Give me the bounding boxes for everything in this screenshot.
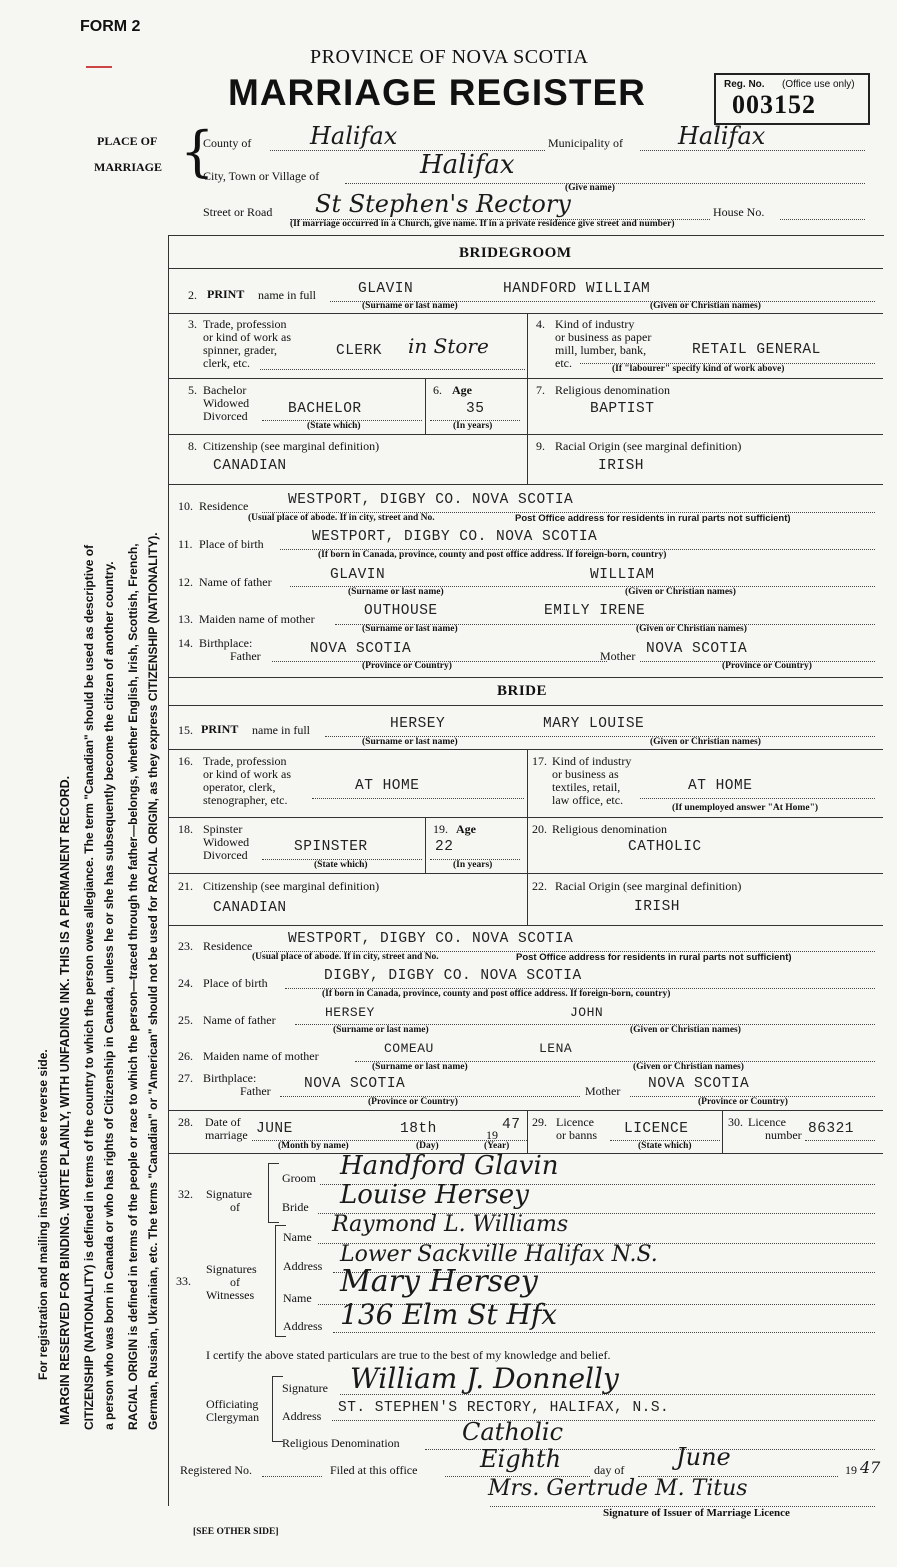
reg-no-note: (Office use only) xyxy=(782,79,855,90)
licence-number: 86321 xyxy=(808,1121,855,1137)
f14-l2: Father xyxy=(230,649,261,663)
f23-num: 23. xyxy=(178,939,193,953)
groom-birthplace: WESTPORT, DIGBY CO. NOVA SCOTIA xyxy=(312,529,598,545)
bride-given-caption: (Given or Christian names) xyxy=(650,737,761,747)
f2-print: PRINT xyxy=(207,287,245,301)
f10-num: 10. xyxy=(178,499,193,513)
f28-num: 28. xyxy=(178,1115,193,1129)
f15-num: 15. xyxy=(178,723,193,737)
f11-label: Place of birth xyxy=(199,537,264,551)
f6-num: 6. xyxy=(433,383,442,397)
province-heading: PROVINCE OF NOVA SCOTIA xyxy=(310,46,589,68)
witness-2-name: Mary Hersey xyxy=(340,1264,538,1299)
form-number: FORM 2 xyxy=(80,18,141,35)
w2-addr-label: Address xyxy=(283,1319,323,1333)
f5-l2: Widowed xyxy=(203,396,250,410)
municipality-value: Halifax xyxy=(678,122,766,150)
w2-name-label: Name xyxy=(283,1291,312,1305)
margin-line-6: German, Russian, Ukrainian, etc. The terms "Canadian" or "American" should not be used for RACIAL ORIGIN, as they express CITIZENSHIP (NATIONALITY). xyxy=(146,532,160,1430)
groom-father-bp: NOVA SCOTIA xyxy=(310,641,412,657)
clergy-addr-label: Address xyxy=(282,1409,322,1423)
bride-residence: WESTPORT, DIGBY CO. NOVA SCOTIA xyxy=(288,931,574,947)
bride-industry: AT HOME xyxy=(688,778,753,794)
f27-l2: Father xyxy=(240,1084,271,1098)
bride-bp-caption: (Province or Country) xyxy=(368,1097,458,1107)
marriage-year: 47 xyxy=(502,1117,521,1133)
w1-addr-label: Address xyxy=(283,1259,323,1273)
f16-l4: stenographer, etc. xyxy=(203,793,288,807)
city-value: Halifax xyxy=(420,150,515,180)
f11-num: 11. xyxy=(178,537,193,551)
groom-father-given: WILLIAM xyxy=(590,567,655,583)
f28-l2: marriage xyxy=(205,1128,248,1142)
groom-given: HANDFORD WILLIAM xyxy=(503,281,651,297)
f18-l2: Widowed xyxy=(203,835,250,849)
marriage-month: JUNE xyxy=(256,1121,293,1137)
groom-industry: RETAIL GENERAL xyxy=(692,342,821,358)
margin-line-4: a person who was born in Canada or who has rights of Citizenship in Canada, unless he or she has subsequently become the citizen of another country. xyxy=(102,561,116,1430)
f21-label: Citizenship (see marginal definition) xyxy=(203,879,380,893)
certify-statement: I certify the above stated particulars are true to the best of my knowledge and belief. xyxy=(206,1348,611,1362)
f17-l1: Kind of industry xyxy=(552,754,632,768)
f2-label: name in full xyxy=(258,288,316,302)
groom-age-caption: (In years) xyxy=(453,421,493,431)
officiating-l2: Clergyman xyxy=(206,1410,260,1424)
f29-l1: Licence xyxy=(556,1115,594,1129)
clergy-address: ST. STEPHEN'S RECTORY, HALIFAX, N.S. xyxy=(338,1400,670,1416)
year-caption: (Year) xyxy=(484,1141,510,1151)
groom-religion: BAPTIST xyxy=(590,401,655,417)
f26-label: Maiden name of mother xyxy=(203,1049,319,1063)
f5-num: 5. xyxy=(188,383,197,397)
f15-print: PRINT xyxy=(201,722,239,736)
groom-res-caption-a: (Usual place of abode. If in city, street and No. xyxy=(248,513,435,523)
f19-label: Age xyxy=(456,822,476,836)
street-label: Street or Road xyxy=(203,205,273,219)
officiating-l1: Officiating xyxy=(206,1397,259,1411)
f33-l3: Witnesses xyxy=(206,1288,255,1302)
f20-label: Religious denomination xyxy=(552,822,667,836)
f22-label: Racial Origin (see marginal definition) xyxy=(555,879,742,893)
day-of-label: day of xyxy=(594,1463,625,1477)
groom-citizenship: CANADIAN xyxy=(213,458,287,474)
groom-birth-caption: (If born in Canada, province, county and post office address. If foreign-born, country) xyxy=(318,550,667,560)
f18-l3: Divorced xyxy=(203,848,248,862)
f4-num: 4. xyxy=(536,317,545,331)
groom-father-s-caption: (Surname or last name) xyxy=(348,587,444,597)
f6-label: Age xyxy=(452,383,472,397)
bride-signature: Louise Hersey xyxy=(340,1180,529,1210)
month-caption: (Month by name) xyxy=(278,1141,349,1151)
licence-or-banns: LICENCE xyxy=(624,1121,689,1137)
bride-father-s-caption: (Surname or last name) xyxy=(333,1025,429,1035)
f17-l4: law office, etc. xyxy=(552,793,624,807)
day-caption: (Day) xyxy=(416,1141,439,1151)
f3-num: 3. xyxy=(188,317,197,331)
bride-sig-label: Bride xyxy=(282,1200,309,1214)
f5-l1: Bachelor xyxy=(203,383,247,397)
f21-num: 21. xyxy=(178,879,193,893)
f28-l1: Date of xyxy=(205,1115,241,1129)
f4-l3: mill, lumber, bank, xyxy=(555,343,647,357)
f10-label: Residence xyxy=(199,499,249,513)
f7-num: 7. xyxy=(536,383,545,397)
bride-father-g-caption: (Given or Christian names) xyxy=(630,1025,741,1035)
bride-res-caption-b: Post Office address for residents in rural parts not sufficient) xyxy=(516,952,792,963)
f18-l1: Spinster xyxy=(203,822,243,836)
groom-father-surname: GLAVIN xyxy=(330,567,386,583)
marriage-year-prefix: 19 xyxy=(486,1128,498,1142)
bride-religion: CATHOLIC xyxy=(628,839,702,855)
f27-num: 27. xyxy=(178,1071,193,1085)
f14-num: 14. xyxy=(178,636,193,650)
f3-l3: spinner, grader, xyxy=(203,343,278,357)
bride-bp-caption-2: (Province or Country) xyxy=(698,1097,788,1107)
groom-mother-s-caption: (Surname or last name) xyxy=(362,624,458,634)
f30-l2: number xyxy=(765,1128,802,1142)
f16-l3: operator, clerk, xyxy=(203,780,276,794)
filed-month: June xyxy=(676,1443,731,1471)
reg-no-box xyxy=(714,73,870,125)
f12-num: 12. xyxy=(178,575,193,589)
bride-mother-given: LENA xyxy=(539,1041,573,1056)
groom-industry-note: (If "labourer" specify kind of work above) xyxy=(612,364,785,374)
filed-day: Eighth xyxy=(480,1445,562,1473)
give-name-caption: (Give name) xyxy=(565,183,615,193)
f22-num: 22. xyxy=(532,879,547,893)
clergy-signature: William J. Donnelly xyxy=(350,1362,619,1395)
bride-origin: IRISH xyxy=(634,899,681,915)
bride-res-caption-a: (Usual place of abode. If in city, street and No. xyxy=(252,952,439,962)
bride-father-bp: NOVA SCOTIA xyxy=(304,1076,406,1092)
groom-mother-bp: NOVA SCOTIA xyxy=(646,641,748,657)
licence-caption: (State which) xyxy=(638,1141,692,1151)
groom-trade-hand: in Store xyxy=(408,334,489,358)
registered-label: Registered No. xyxy=(180,1463,252,1477)
witness-1-address: Lower Sackville Halifax N.S. xyxy=(340,1242,658,1267)
groom-mother-given: EMILY IRENE xyxy=(544,603,646,619)
f18-num: 18. xyxy=(178,822,193,836)
f15-label: name in full xyxy=(252,723,310,737)
witness-2-address: 136 Elm St Hfx xyxy=(340,1298,558,1331)
margin-line-5: RACIAL ORIGIN is defined in terms of the people or race to which the person—traced through the father—belongs, whether English, Irish, Scottish, French, xyxy=(126,543,140,1430)
f12-label: Name of father xyxy=(199,575,272,589)
f29-num: 29. xyxy=(532,1115,547,1129)
bride-mother-surname: COMEAU xyxy=(384,1041,434,1056)
f33-num: 33. xyxy=(176,1274,191,1288)
bride-status: SPINSTER xyxy=(294,839,368,855)
f7-label: Religious denomination xyxy=(555,383,670,397)
f3-l2: or kind of work as xyxy=(203,330,291,344)
groom-signature: Handford Glavin xyxy=(340,1151,559,1181)
f24-label: Place of birth xyxy=(203,976,268,990)
city-label: City, Town or Village of xyxy=(203,169,320,183)
place-heading-2: MARRIAGE xyxy=(94,160,162,174)
f9-label: Racial Origin (see marginal definition) xyxy=(555,439,742,453)
groom-bp-caption: (Province or Country) xyxy=(362,661,452,671)
witness-1-name: Raymond L. Williams xyxy=(332,1212,569,1237)
f26-num: 26. xyxy=(178,1049,193,1063)
groom-sig-label: Groom xyxy=(282,1171,316,1185)
bride-citizenship: CANADIAN xyxy=(213,900,287,916)
groom-res-caption-b: Post Office address for residents in rural parts not sufficient) xyxy=(515,513,791,524)
margin-line-3: CITIZENSHIP (NATIONALITY) is defined in terms of the country to which the person owes allegiance. The term "Canadian" should be used as descriptive of xyxy=(82,544,96,1430)
f4-l2: or business as paper xyxy=(555,330,652,344)
church-note: (If marriage occurred in a Church, give name. If in a private residence give street and number) xyxy=(290,219,675,229)
bride-given: MARY LOUISE xyxy=(543,716,645,732)
f23-label: Residence xyxy=(203,939,253,953)
f27-l1: Birthplace: xyxy=(203,1071,257,1085)
groom-surname-caption: (Surname or last name) xyxy=(362,301,458,311)
bridegroom-heading: BRIDEGROOM xyxy=(459,245,572,261)
f16-l2: or kind of work as xyxy=(203,767,291,781)
bride-status-caption: (State which) xyxy=(314,860,368,870)
issuer-caption: Signature of Issuer of Marriage Licence xyxy=(603,1507,790,1519)
bride-father-surname: HERSEY xyxy=(325,1005,375,1020)
groom-status-caption: (State which) xyxy=(307,421,361,431)
f13-label: Maiden name of mother xyxy=(199,612,315,626)
f32-num: 32. xyxy=(178,1187,193,1201)
groom-father-g-caption: (Given or Christian names) xyxy=(625,587,736,597)
f5-l3: Divorced xyxy=(203,409,248,423)
f32-l1: Signature xyxy=(206,1187,252,1201)
bride-mother-label: Mother xyxy=(585,1084,621,1098)
clergy-denom-label: Religious Denomination xyxy=(282,1436,400,1450)
f13-num: 13. xyxy=(178,612,193,626)
f4-l4: etc. xyxy=(555,356,572,370)
groom-given-caption: (Given or Christian names) xyxy=(650,301,761,311)
f17-num: 17. xyxy=(532,754,547,768)
county-value: Halifax xyxy=(310,122,398,150)
filed-label: Filed at this office xyxy=(330,1463,418,1477)
f17-l3: textiles, retail, xyxy=(552,780,621,794)
bride-birthplace: DIGBY, DIGBY CO. NOVA SCOTIA xyxy=(324,968,582,984)
f4-l1: Kind of industry xyxy=(555,317,635,331)
municipality-label: Municipality of xyxy=(548,136,623,150)
f30-l1: Licence xyxy=(748,1115,786,1129)
f24-num: 24. xyxy=(178,976,193,990)
bride-trade: AT HOME xyxy=(355,778,420,794)
groom-mother-g-caption: (Given or Christian names) xyxy=(636,624,747,634)
bride-mother-s-caption: (Surname or last name) xyxy=(372,1062,468,1072)
f25-num: 25. xyxy=(178,1013,193,1027)
place-brace: { xyxy=(180,120,215,183)
bride-surname-caption: (Surname or last name) xyxy=(362,737,458,747)
f33-l1: Signatures xyxy=(206,1262,257,1276)
bride-mother-bp: NOVA SCOTIA xyxy=(648,1076,750,1092)
f30-num: 30. xyxy=(728,1115,743,1129)
bride-birth-caption: (If born in Canada, province, county and post office address. If foreign-born, country) xyxy=(322,989,671,999)
f32-l2: of xyxy=(230,1200,240,1214)
f3-l1: Trade, profession xyxy=(203,317,287,331)
groom-residence: WESTPORT, DIGBY CO. NOVA SCOTIA xyxy=(288,492,574,508)
f19-num: 19. xyxy=(433,822,448,836)
f25-label: Name of father xyxy=(203,1013,276,1027)
margin-line-2: MARGIN RESERVED FOR BINDING. WRITE PLAINLY, WITH UNFADING INK. THIS IS A PERMANENT RECORD. xyxy=(58,775,72,1425)
red-mark xyxy=(86,66,112,68)
filed-year: 47 xyxy=(860,1458,881,1477)
bride-heading: BRIDE xyxy=(497,683,548,699)
f14-l1: Birthplace: xyxy=(199,636,253,650)
marriage-day: 18th xyxy=(400,1121,437,1137)
w1-name-label: Name xyxy=(283,1230,312,1244)
f9-num: 9. xyxy=(536,439,545,453)
bride-mother-g-caption: (Given or Christian names) xyxy=(633,1062,744,1072)
see-other-side: [SEE OTHER SIDE] xyxy=(193,1527,279,1537)
groom-status: BACHELOR xyxy=(288,401,362,417)
house-label: House No. xyxy=(713,205,765,219)
f17-l2: or business as xyxy=(552,767,619,781)
bride-surname: HERSEY xyxy=(390,716,446,732)
groom-age: 35 xyxy=(466,401,485,417)
bride-age-caption: (In years) xyxy=(453,860,493,870)
street-value: St Stephen's Rectory xyxy=(315,190,571,218)
bride-industry-note: (If unemployed answer "At Home") xyxy=(672,803,819,813)
reg-no-value: 003152 xyxy=(732,90,816,119)
groom-bp-caption-2: (Province or Country) xyxy=(722,661,812,671)
f16-l1: Trade, profession xyxy=(203,754,287,768)
bride-father-given: JOHN xyxy=(570,1005,604,1020)
clergy-denomination: Catholic xyxy=(462,1418,564,1446)
groom-trade-typed: CLERK xyxy=(336,343,383,359)
f33-l2: of xyxy=(230,1275,240,1289)
groom-origin: IRISH xyxy=(598,458,645,474)
county-label: County of xyxy=(203,136,252,150)
f3-l4: clerk, etc. xyxy=(203,356,250,370)
groom-mother-surname: OUTHOUSE xyxy=(364,603,438,619)
groom-surname: GLAVIN xyxy=(358,281,414,297)
place-heading-1: PLACE OF xyxy=(97,134,158,148)
f16-num: 16. xyxy=(178,754,193,768)
f29-l2: or banns xyxy=(556,1128,597,1142)
issuer-signature: Mrs. Gertrude M. Titus xyxy=(488,1476,748,1501)
f2-num: 2. xyxy=(188,288,197,302)
reg-no-label: Reg. No. xyxy=(724,79,765,90)
sig-brace xyxy=(268,1163,279,1223)
clergy-sig-label: Signature xyxy=(282,1381,328,1395)
groom-mother-label: Mother xyxy=(600,649,636,663)
f20-num: 20. xyxy=(532,822,547,836)
form-title: MARRIAGE REGISTER xyxy=(228,72,646,113)
f8-num: 8. xyxy=(188,439,197,453)
bride-age: 22 xyxy=(435,839,454,855)
f8-label: Citizenship (see marginal definition) xyxy=(203,439,380,453)
filed-year-prefix: 19 xyxy=(845,1463,857,1477)
margin-line-1: For registration and mailing instructions see reverse side. xyxy=(36,1049,50,1380)
